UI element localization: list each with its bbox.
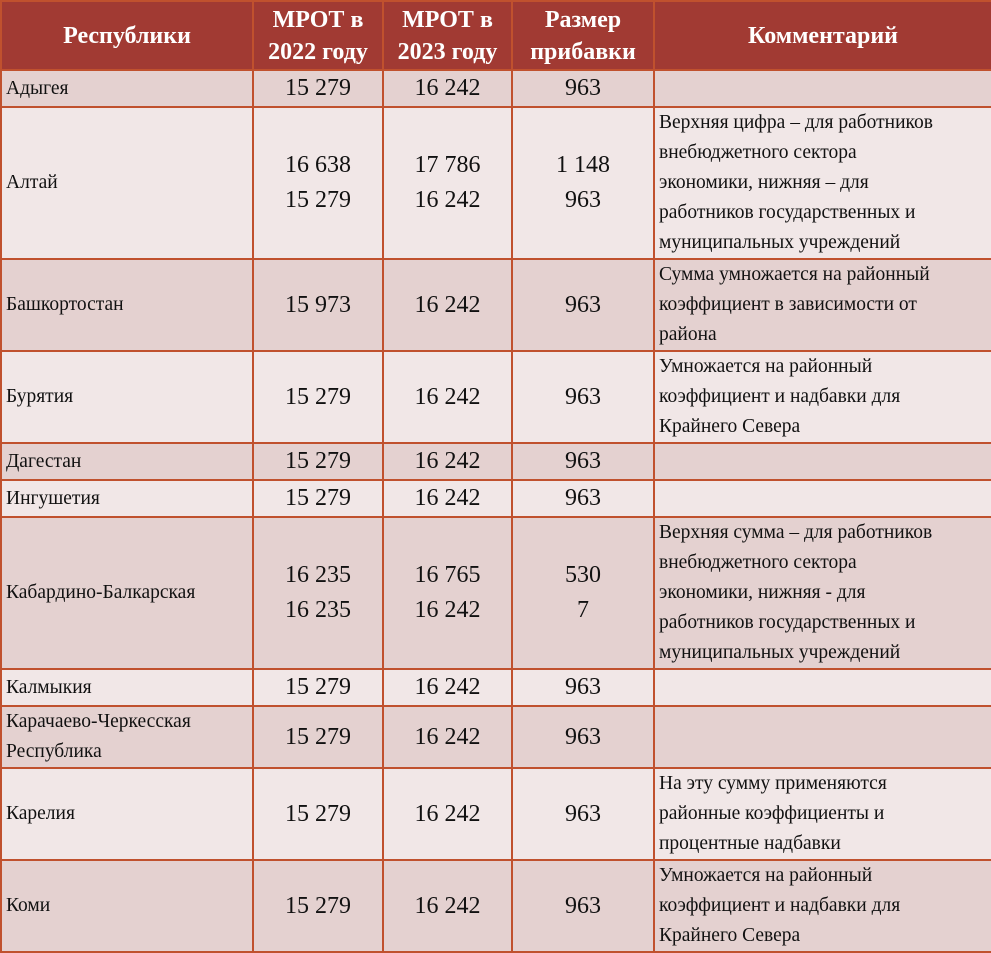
- mrot-2023-cell: [383, 351, 512, 443]
- region-name-cell: [1, 517, 253, 669]
- comment-text: работников государственных и: [659, 612, 916, 633]
- region-name-text: Кабардино-Балкарская: [6, 582, 196, 603]
- mrot-2022-text: 16 235: [285, 562, 351, 588]
- region-name-cell: [1, 768, 253, 860]
- mrot-2022-cell: [253, 443, 383, 480]
- comment-cell: [654, 669, 991, 706]
- mrot-2023-text: 16 242: [414, 75, 481, 101]
- increase-cell: [512, 443, 654, 480]
- comment-text: районные коэффициенты и: [659, 803, 885, 824]
- table-row: [1, 259, 991, 351]
- mrot-2022-text: 15 279: [285, 187, 351, 213]
- comment-text: работников государственных и: [659, 202, 916, 223]
- comment-cell: [654, 768, 991, 860]
- comment-cell: [654, 706, 991, 768]
- mrot-2023-text: 16 242: [414, 187, 481, 213]
- mrot-2023-text: 16 242: [414, 383, 481, 410]
- header-mrot-2023: [383, 1, 512, 70]
- mrot-2022-text: 15 279: [285, 75, 351, 101]
- mrot-2023-cell: [383, 107, 512, 259]
- comment-text: Умножается на районный: [659, 865, 873, 886]
- increase-text: 963: [565, 723, 601, 750]
- table-row: [1, 669, 991, 706]
- region-name-text: Алтай: [6, 172, 58, 193]
- header-mrot-2022: [253, 1, 383, 70]
- comment-cell: [654, 107, 991, 259]
- table-row: [1, 517, 991, 669]
- table-row: [1, 706, 991, 768]
- region-name-cell: [1, 351, 253, 443]
- comment-text: Умножается на районный: [659, 356, 873, 377]
- comment-cell: [654, 351, 991, 443]
- mrot-2022-cell: [253, 259, 383, 351]
- table-row: [1, 768, 991, 860]
- increase-cell: [512, 351, 654, 443]
- comment-text: Верхняя сумма – для работников: [659, 522, 933, 543]
- increase-cell: [512, 480, 654, 517]
- increase-cell: [512, 259, 654, 351]
- increase-cell: [512, 669, 654, 706]
- mrot-2023-text: 16 242: [414, 448, 481, 474]
- increase-cell: [512, 107, 654, 259]
- header-mrot-2023-line1: МРОТ в: [402, 6, 493, 33]
- mrot-2022-text: 15 279: [285, 800, 351, 827]
- mrot-2022-cell: [253, 351, 383, 443]
- table-row: [1, 351, 991, 443]
- mrot-2022-cell: [253, 706, 383, 768]
- mrot-2022-text: 15 279: [285, 674, 351, 700]
- region-name-text: Карачаево-Черкесская: [6, 711, 191, 732]
- mrot-2023-text: 16 242: [414, 674, 481, 700]
- region-name-text: Республика: [6, 741, 102, 762]
- comment-text: Сумма умножается на районный: [659, 264, 930, 285]
- region-name-text: Адыгея: [6, 77, 69, 99]
- region-name-cell: [1, 860, 253, 952]
- mrot-2022-text: 15 279: [285, 485, 351, 511]
- increase-text: 963: [565, 674, 601, 700]
- comment-cell: [654, 443, 991, 480]
- region-name-cell: [1, 669, 253, 706]
- mrot-2023-text: 16 242: [414, 723, 481, 750]
- comment-text: района: [659, 324, 717, 345]
- mrot-2022-cell: [253, 480, 383, 517]
- comment-cell: [654, 517, 991, 669]
- comment-text: процентные надбавки: [659, 833, 841, 854]
- mrot-2023-cell: [383, 70, 512, 107]
- mrot-2023-text: 16 242: [414, 800, 481, 827]
- increase-cell: [512, 517, 654, 669]
- comment-text: муниципальных учреждений: [659, 642, 901, 663]
- increase-text: 963: [565, 448, 601, 474]
- mrot-2022-cell: [253, 70, 383, 107]
- increase-text: 963: [565, 892, 601, 919]
- region-name-cell: [1, 443, 253, 480]
- comment-cell: [654, 70, 991, 107]
- mrot-2022-text: 15 279: [285, 383, 351, 410]
- mrot-2022-cell: [253, 768, 383, 860]
- region-name-text: Башкортостан: [6, 294, 124, 315]
- mrot-2022-cell: [253, 517, 383, 669]
- region-name-cell: [1, 706, 253, 768]
- increase-text: 1 148: [556, 152, 610, 178]
- header-republics: Республики: [1, 1, 253, 70]
- comment-text: коэффициент и надбавки для: [659, 895, 901, 916]
- region-name-text: Ингушетия: [6, 487, 100, 509]
- table-body: [1, 70, 991, 952]
- region-name-text: Дагестан: [6, 450, 82, 472]
- comment-text: внебюджетного сектора: [659, 142, 857, 163]
- mrot-2023-cell: [383, 860, 512, 952]
- increase-text: 963: [565, 383, 601, 410]
- table-row: [1, 70, 991, 107]
- comment-text: Крайнего Севера: [659, 925, 801, 946]
- mrot-2022-text: 15 279: [285, 892, 351, 919]
- increase-cell: [512, 706, 654, 768]
- header-mrot-2022-line2: 2022 году: [268, 38, 368, 65]
- comment-text: экономики, нижняя - для: [659, 582, 866, 603]
- header-increase: [512, 1, 654, 70]
- mrot-2023-cell: [383, 517, 512, 669]
- comment-cell: [654, 480, 991, 517]
- region-name-text: Калмыкия: [6, 676, 92, 698]
- comment-cell: [654, 860, 991, 952]
- mrot-2023-text: 16 242: [414, 485, 481, 511]
- mrot-2023-cell: [383, 768, 512, 860]
- increase-cell: [512, 768, 654, 860]
- increase-cell: [512, 860, 654, 952]
- increase-cell: [512, 70, 654, 107]
- region-name-cell: [1, 480, 253, 517]
- mrot-2023-cell: [383, 669, 512, 706]
- increase-text: 530: [565, 562, 601, 588]
- mrot-2023-text: 16 242: [414, 892, 481, 919]
- table-row: [1, 443, 991, 480]
- mrot-2023-cell: [383, 480, 512, 517]
- table-row: [1, 860, 991, 952]
- increase-text: 963: [565, 291, 601, 318]
- comment-cell: [654, 259, 991, 351]
- mrot-2023-text: 16 242: [414, 597, 481, 623]
- mrot-2023-text: 16 242: [414, 291, 481, 318]
- mrot-2022-cell: [253, 107, 383, 259]
- region-name-cell: [1, 107, 253, 259]
- mrot-2022-cell: [253, 860, 383, 952]
- comment-text: коэффициент и надбавки для: [659, 386, 901, 407]
- mrot-2022-cell: [253, 669, 383, 706]
- mrot-2023-text: 16 765: [414, 562, 481, 588]
- table-header-row: [1, 1, 991, 70]
- increase-text: 963: [565, 485, 601, 511]
- mrot-2023-cell: [383, 259, 512, 351]
- mrot-2022-text: 15 279: [285, 448, 351, 474]
- increase-text: 963: [565, 800, 601, 827]
- region-name-text: Бурятия: [6, 386, 74, 407]
- region-name-cell: [1, 70, 253, 107]
- mrot-2022-text: 16 235: [285, 597, 351, 623]
- region-name-text: Коми: [6, 895, 51, 916]
- mrot-2023-text: 17 786: [414, 152, 481, 178]
- comment-text: коэффициент в зависимости от: [659, 294, 917, 315]
- comment-text: Верхняя цифра – для работников: [659, 112, 933, 133]
- comment-text: экономики, нижняя – для: [659, 172, 869, 193]
- mrot-2022-text: 15 973: [285, 291, 351, 318]
- mrot-2022-text: 16 638: [285, 152, 351, 178]
- comment-text: Крайнего Севера: [659, 416, 801, 437]
- region-name-cell: [1, 259, 253, 351]
- comment-text: На эту сумму применяются: [659, 773, 887, 794]
- mrot-2022-text: 15 279: [285, 723, 351, 750]
- header-increase-line1: Размер: [544, 6, 622, 33]
- increase-text: 963: [565, 187, 601, 213]
- increase-text: 963: [565, 75, 601, 101]
- increase-text: 7: [577, 597, 589, 623]
- table-row: [1, 480, 991, 517]
- header-mrot-2023-line2: 2023 году: [397, 38, 498, 65]
- header-increase-line2: прибавки: [530, 38, 636, 65]
- comment-text: муниципальных учреждений: [659, 232, 901, 253]
- header-comment: Комментарий: [654, 1, 991, 70]
- mrot-2023-cell: [383, 706, 512, 768]
- header-mrot-2022-line1: МРОТ в: [272, 6, 364, 33]
- comment-text: внебюджетного сектора: [659, 552, 857, 573]
- mrot-2023-cell: [383, 443, 512, 480]
- region-name-text: Карелия: [6, 803, 75, 824]
- table-row: [1, 107, 991, 259]
